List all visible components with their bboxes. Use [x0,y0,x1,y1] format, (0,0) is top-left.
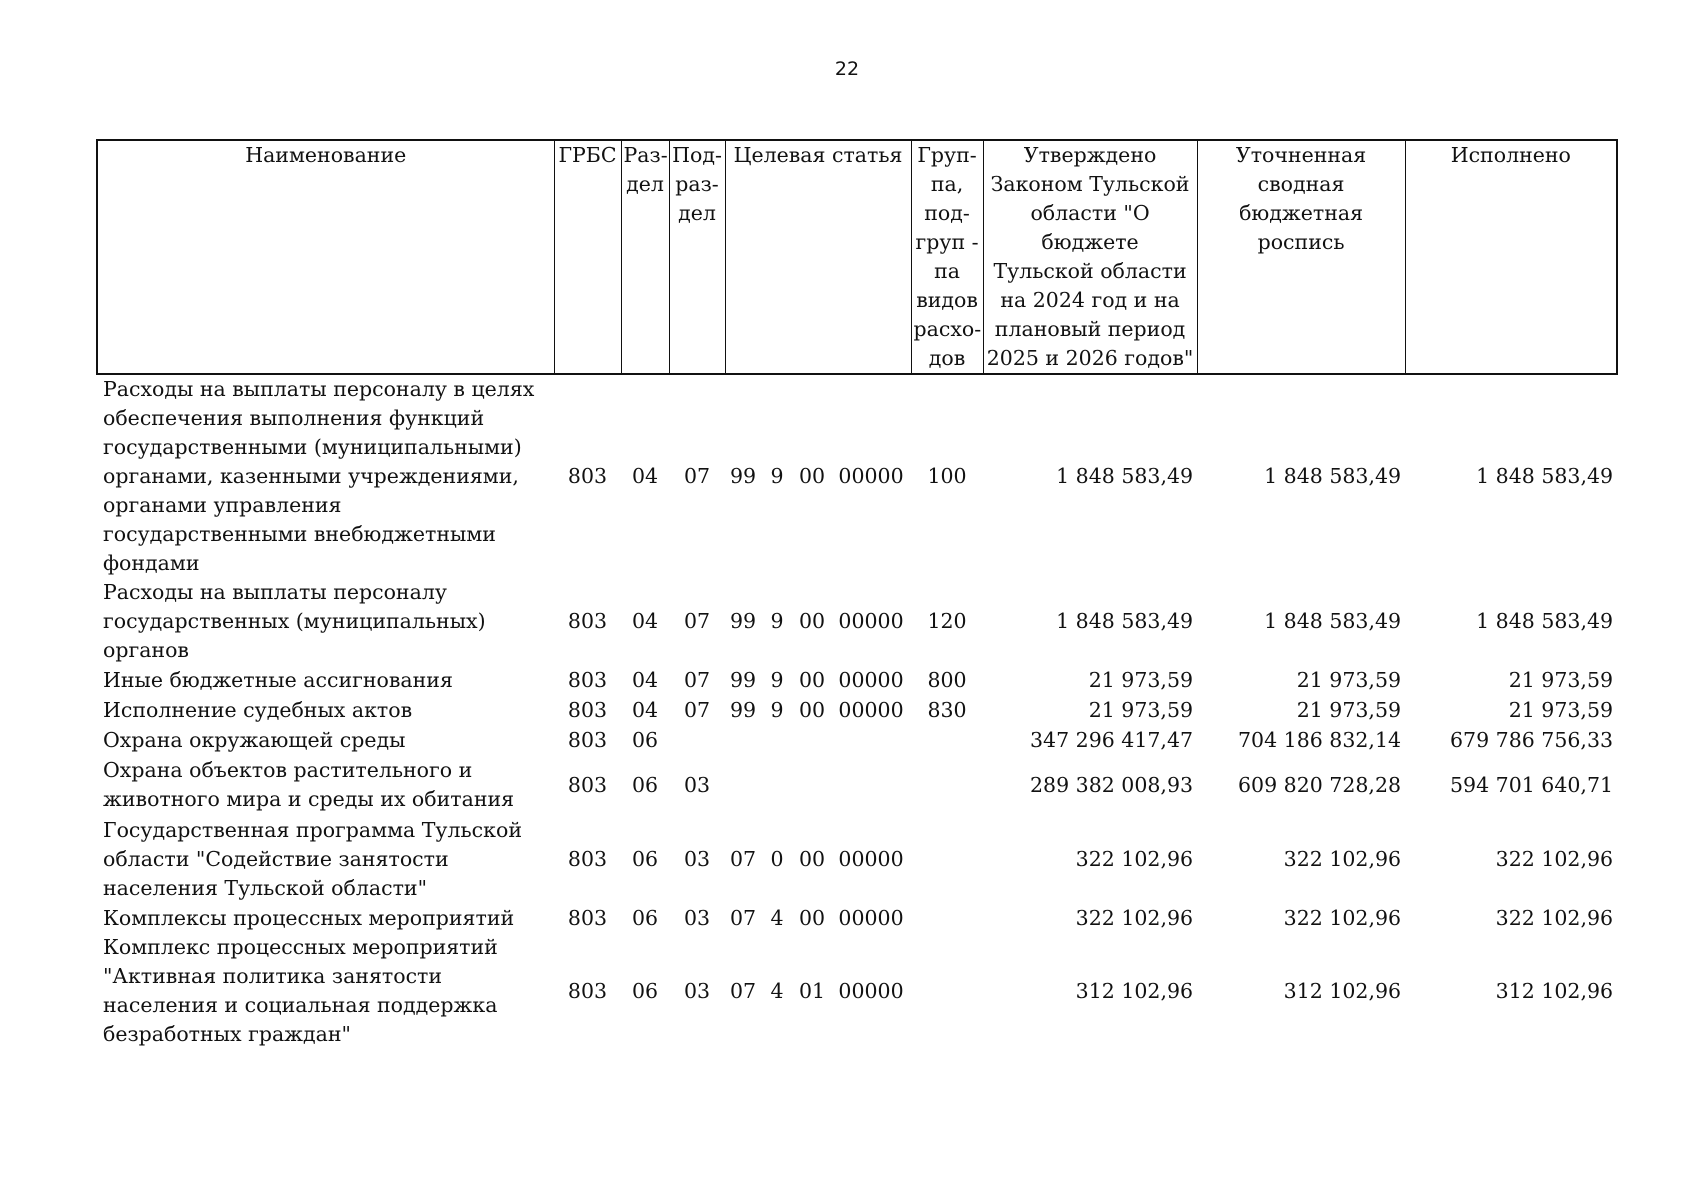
row-executed: 322 102,96 [1495,905,1614,930]
row-refined: 609 820 728,28 [1238,772,1402,797]
row-podrazdel: 07 [683,609,711,633]
row-target-direction: 00 [798,846,826,871]
row-razdel: 06 [631,727,659,752]
table-row [97,725,1617,755]
row-executed: 21 973,59 [1508,697,1614,722]
row-podrazdel: 03 [683,846,711,871]
header-target: Целевая статья [725,140,911,374]
row-podrazdel [669,725,725,755]
row-refined: 21 973,59 [1296,697,1402,722]
row-expense-group [911,755,983,815]
row-target-code: 00000 [838,846,904,871]
row-refined: 1 848 583,49 [1264,609,1402,633]
row-expense-group: 830 [927,697,967,722]
row-target-program [725,755,761,815]
row-target-type: 9 [770,609,784,633]
header-approved: Утверждено Законом Тульской области "О бюджете Тульской области на 2024 год и на плановый период 2025 и 2026 годов" [983,140,1197,374]
row-approved: 322 102,96 [1075,905,1194,930]
header-podrazdel: Под- раз- дел [669,140,725,374]
table-row [97,903,1617,933]
row-target-type: 0 [770,846,784,871]
row-refined: 322 102,96 [1283,905,1402,930]
table-row [97,695,1617,725]
row-target-program: 07 [729,978,757,1003]
row-refined: 21 973,59 [1296,667,1402,692]
row-refined: 312 102,96 [1283,978,1402,1003]
header-grbs: ГРБС [554,140,621,374]
table-row [97,374,1617,578]
row-grbs: 803 [567,727,608,752]
row-expense-group: 120 [927,609,967,633]
row-name: Расходы на выплаты персоналу в целях обеспечения выполнения функций государственными (муниципальными) органами, казенными учреждениями, органами управления государственными внебюджетными фондами [103,377,535,575]
row-grbs: 803 [567,905,608,930]
header-executed: Исполнено [1405,140,1617,374]
row-podrazdel: 07 [683,464,711,488]
row-target-program: 99 [729,697,757,722]
row-grbs: 803 [567,978,608,1003]
row-executed: 679 786 756,33 [1450,727,1614,752]
row-name: Государственная программа Тульской области "Содействие занятости населения Тульской области" [103,817,522,900]
row-razdel: 06 [631,772,659,797]
row-razdel: 06 [631,846,659,871]
table-header [97,140,1617,374]
row-target-program: 07 [729,905,757,930]
row-target-code: 00000 [838,697,904,722]
row-expense-group [911,725,983,755]
row-expense-group [911,933,983,1049]
row-grbs: 803 [567,464,608,488]
row-target-type: 9 [770,697,784,722]
row-podrazdel: 03 [683,905,711,930]
row-executed: 594 701 640,71 [1450,772,1614,797]
row-target-direction: 00 [798,667,826,692]
row-approved: 347 296 417,47 [1030,727,1194,752]
row-target-direction: 00 [798,905,826,930]
row-name: Иные бюджетные ассигнования [103,667,453,692]
row-target-code: 00000 [838,905,904,930]
budget-table [96,139,1618,1049]
row-target-program [725,725,761,755]
row-grbs: 803 [567,846,608,871]
row-razdel: 04 [631,697,659,722]
row-refined: 1 848 583,49 [1264,464,1402,488]
row-target-code: 00000 [838,978,904,1003]
row-podrazdel: 07 [683,667,711,692]
row-target-type: 9 [770,667,784,692]
row-razdel: 06 [631,905,659,930]
row-target-direction: 00 [798,697,826,722]
row-approved: 1 848 583,49 [1056,464,1194,488]
row-name: Исполнение судебных актов [103,697,413,722]
row-approved: 289 382 008,93 [1030,772,1194,797]
header-group: Груп- па, под- груп - па видов расхо- дов [911,140,983,374]
row-target-code: 00000 [838,609,904,633]
row-grbs: 803 [567,667,608,692]
row-target-program: 99 [729,667,757,692]
page-number: 22 [834,58,860,80]
row-razdel: 04 [631,609,659,633]
row-razdel: 06 [631,978,659,1003]
row-target-type [761,755,793,815]
row-grbs: 803 [567,772,608,797]
row-approved: 21 973,59 [1088,697,1194,722]
row-approved: 21 973,59 [1088,667,1194,692]
table-row [97,815,1617,903]
row-target-direction [793,725,831,755]
row-target-program: 99 [729,464,757,488]
row-target-direction [793,755,831,815]
table-row [97,578,1617,665]
row-grbs: 803 [567,609,608,633]
row-expense-group: 800 [927,667,967,692]
row-name: Охрана окружающей среды [103,727,406,752]
row-grbs: 803 [567,697,608,722]
row-name: Комплекс процессных мероприятий "Активная политика занятости населения и социальная поддержка безработных граждан" [103,935,498,1046]
row-target-code [831,725,911,755]
header-refined: Уточненная сводная бюджетная роспись [1197,140,1405,374]
header-razdel: Раз- дел [621,140,669,374]
table-row [97,755,1617,815]
table-row [97,665,1617,695]
row-approved: 1 848 583,49 [1056,609,1194,633]
row-target-direction: 00 [798,464,826,488]
row-name: Комплексы процессных мероприятий [103,905,515,930]
table-row [97,933,1617,1049]
header-name: Наименование [97,140,554,374]
row-target-code: 00000 [838,667,904,692]
row-expense-group: 100 [927,464,967,488]
row-podrazdel: 03 [683,978,711,1003]
row-executed: 1 848 583,49 [1476,464,1614,488]
row-target-code [831,755,911,815]
row-razdel: 04 [631,464,659,488]
row-podrazdel: 03 [683,772,711,797]
row-target-program: 99 [729,609,757,633]
row-target-type: 4 [770,978,784,1003]
row-executed: 322 102,96 [1495,846,1614,871]
row-razdel: 04 [631,667,659,692]
row-target-direction: 00 [798,609,826,633]
row-expense-group [911,903,983,933]
row-podrazdel: 07 [683,697,711,722]
row-name: Охрана объектов растительного и животного мира и среды их обитания [103,758,515,811]
row-name: Расходы на выплаты персоналу государственных (муниципальных) органов [103,580,486,662]
row-target-type: 9 [770,464,784,488]
row-approved: 322 102,96 [1075,846,1194,871]
row-refined: 704 186 832,14 [1238,727,1402,752]
table-body [97,374,1617,1049]
row-target-type: 4 [770,905,784,930]
row-expense-group [911,815,983,903]
row-executed: 312 102,96 [1495,978,1614,1003]
row-target-program: 07 [729,846,757,871]
row-executed: 1 848 583,49 [1476,609,1614,633]
row-target-type [761,725,793,755]
row-target-code: 00000 [838,464,904,488]
row-approved: 312 102,96 [1075,978,1194,1003]
row-refined: 322 102,96 [1283,846,1402,871]
row-target-direction: 01 [798,978,826,1003]
row-executed: 21 973,59 [1508,667,1614,692]
